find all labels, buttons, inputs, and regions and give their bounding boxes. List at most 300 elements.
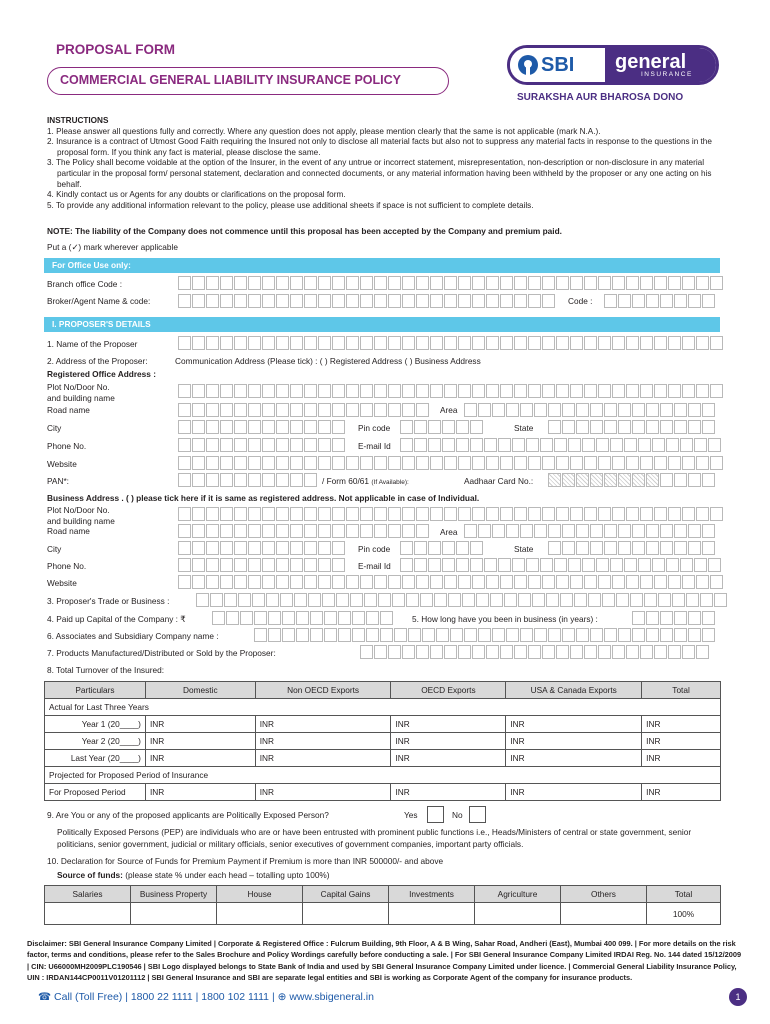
char-box[interactable] — [444, 294, 457, 308]
char-box[interactable] — [192, 524, 205, 538]
char-box[interactable] — [682, 575, 695, 589]
char-box[interactable] — [444, 276, 457, 290]
char-box[interactable] — [680, 438, 693, 452]
char-box[interactable] — [430, 276, 443, 290]
char-box[interactable] — [654, 384, 667, 398]
char-box[interactable] — [660, 524, 673, 538]
char-box[interactable] — [290, 558, 303, 572]
char-box[interactable] — [618, 294, 631, 308]
char-box[interactable] — [192, 558, 205, 572]
char-box[interactable] — [206, 575, 219, 589]
char-box[interactable] — [632, 628, 645, 642]
char-box[interactable] — [352, 611, 365, 625]
char-box[interactable] — [402, 276, 415, 290]
char-box[interactable] — [220, 294, 233, 308]
char-box[interactable] — [492, 628, 505, 642]
inr-cell[interactable]: INR — [391, 784, 506, 801]
char-box[interactable] — [252, 593, 265, 607]
char-box[interactable] — [518, 593, 531, 607]
table-row[interactable] — [45, 733, 721, 750]
capital-boxes[interactable] — [212, 611, 394, 625]
char-box[interactable] — [206, 456, 219, 470]
char-box[interactable] — [526, 558, 539, 572]
char-box[interactable] — [570, 384, 583, 398]
char-box[interactable] — [528, 294, 541, 308]
char-box[interactable] — [456, 420, 469, 434]
char-box[interactable] — [318, 403, 331, 417]
char-box[interactable] — [262, 438, 275, 452]
char-box[interactable] — [638, 558, 651, 572]
char-box[interactable] — [604, 420, 617, 434]
char-box[interactable] — [472, 575, 485, 589]
char-box[interactable] — [206, 420, 219, 434]
char-box[interactable] — [450, 628, 463, 642]
char-box[interactable] — [688, 403, 701, 417]
char-box[interactable] — [304, 456, 317, 470]
char-box[interactable] — [598, 276, 611, 290]
char-box[interactable] — [374, 575, 387, 589]
char-box[interactable] — [262, 507, 275, 521]
char-box[interactable] — [360, 276, 373, 290]
char-box[interactable] — [484, 558, 497, 572]
char-box[interactable] — [374, 403, 387, 417]
aadhaar-boxes[interactable] — [660, 473, 716, 487]
char-box[interactable] — [206, 384, 219, 398]
char-box[interactable] — [542, 575, 555, 589]
char-box[interactable] — [528, 645, 541, 659]
char-box[interactable] — [694, 438, 707, 452]
char-box[interactable] — [456, 558, 469, 572]
char-box[interactable] — [612, 456, 625, 470]
char-box[interactable] — [178, 524, 191, 538]
char-box[interactable] — [710, 456, 723, 470]
char-box[interactable] — [178, 438, 191, 452]
char-box[interactable] — [542, 645, 555, 659]
char-box[interactable] — [472, 294, 485, 308]
char-box[interactable] — [212, 611, 225, 625]
char-box[interactable] — [570, 507, 583, 521]
char-box[interactable] — [658, 593, 671, 607]
char-box[interactable] — [476, 593, 489, 607]
char-box[interactable] — [640, 384, 653, 398]
char-box[interactable] — [638, 438, 651, 452]
char-box[interactable] — [696, 507, 709, 521]
char-box[interactable] — [576, 403, 589, 417]
char-box[interactable] — [430, 294, 443, 308]
char-box[interactable] — [234, 420, 247, 434]
char-box[interactable] — [598, 575, 611, 589]
char-box[interactable] — [478, 403, 491, 417]
char-box[interactable] — [400, 420, 413, 434]
char-box[interactable] — [612, 336, 625, 350]
char-box[interactable] — [192, 456, 205, 470]
char-box[interactable] — [542, 384, 555, 398]
char-box[interactable] — [262, 456, 275, 470]
char-box[interactable] — [708, 558, 721, 572]
char-box[interactable] — [324, 611, 337, 625]
char-box[interactable] — [598, 456, 611, 470]
char-box[interactable] — [674, 473, 687, 487]
char-box[interactable] — [458, 575, 471, 589]
char-box[interactable] — [596, 438, 609, 452]
char-box[interactable] — [504, 593, 517, 607]
char-box[interactable] — [248, 507, 261, 521]
char-box[interactable] — [548, 541, 561, 555]
char-box[interactable] — [610, 558, 623, 572]
char-box[interactable] — [388, 384, 401, 398]
char-box[interactable] — [318, 507, 331, 521]
char-box[interactable] — [374, 645, 387, 659]
char-box[interactable] — [206, 524, 219, 538]
char-box[interactable] — [660, 628, 673, 642]
char-box[interactable] — [430, 507, 443, 521]
char-box[interactable] — [262, 294, 275, 308]
char-box[interactable] — [570, 336, 583, 350]
char-box[interactable] — [234, 524, 247, 538]
char-box[interactable] — [604, 628, 617, 642]
char-box[interactable] — [296, 628, 309, 642]
char-box[interactable] — [626, 276, 639, 290]
char-box[interactable] — [388, 294, 401, 308]
char-box[interactable] — [420, 593, 433, 607]
char-box[interactable] — [554, 438, 567, 452]
char-box[interactable] — [318, 541, 331, 555]
char-box[interactable] — [406, 593, 419, 607]
char-box[interactable] — [584, 645, 597, 659]
inr-cell[interactable]: INR — [506, 750, 642, 767]
char-box[interactable] — [584, 575, 597, 589]
char-box[interactable] — [542, 336, 555, 350]
char-box[interactable] — [414, 558, 427, 572]
char-box[interactable] — [416, 524, 429, 538]
char-box[interactable] — [234, 473, 247, 487]
char-box[interactable] — [682, 645, 695, 659]
char-box[interactable] — [206, 294, 219, 308]
char-box[interactable] — [548, 524, 561, 538]
char-box[interactable] — [470, 541, 483, 555]
char-box[interactable] — [282, 628, 295, 642]
char-box[interactable] — [506, 403, 519, 417]
char-box[interactable] — [304, 541, 317, 555]
char-box[interactable] — [374, 456, 387, 470]
char-box[interactable] — [234, 403, 247, 417]
char-box[interactable] — [646, 541, 659, 555]
char-box[interactable] — [574, 593, 587, 607]
char-box[interactable] — [336, 593, 349, 607]
inr-cell[interactable]: INR — [391, 750, 506, 767]
char-box[interactable] — [702, 403, 715, 417]
char-box[interactable] — [400, 558, 413, 572]
char-box[interactable] — [470, 420, 483, 434]
char-box[interactable] — [178, 276, 191, 290]
char-box[interactable] — [514, 294, 527, 308]
char-box[interactable] — [520, 628, 533, 642]
char-box[interactable] — [612, 575, 625, 589]
char-box[interactable] — [584, 384, 597, 398]
char-box[interactable] — [646, 420, 659, 434]
char-box[interactable] — [710, 384, 723, 398]
char-box[interactable] — [682, 456, 695, 470]
business-website-boxes[interactable] — [178, 575, 724, 589]
char-box[interactable] — [192, 294, 205, 308]
char-box[interactable] — [556, 384, 569, 398]
website-link[interactable]: www.sbigeneral.in — [289, 991, 374, 1003]
char-box[interactable] — [624, 558, 637, 572]
char-box[interactable] — [576, 541, 589, 555]
char-box[interactable] — [402, 575, 415, 589]
char-box[interactable] — [430, 575, 443, 589]
char-box[interactable] — [652, 438, 665, 452]
char-box[interactable] — [178, 384, 191, 398]
char-box[interactable] — [318, 276, 331, 290]
char-box[interactable] — [254, 611, 267, 625]
char-box[interactable] — [290, 420, 303, 434]
char-box[interactable] — [674, 294, 687, 308]
char-box[interactable] — [598, 507, 611, 521]
char-box[interactable] — [290, 294, 303, 308]
char-box[interactable] — [276, 276, 289, 290]
char-box[interactable] — [486, 507, 499, 521]
char-box[interactable] — [388, 507, 401, 521]
char-box[interactable] — [652, 558, 665, 572]
char-box[interactable] — [534, 524, 547, 538]
char-box[interactable] — [584, 276, 597, 290]
char-box[interactable] — [322, 593, 335, 607]
char-box[interactable] — [486, 336, 499, 350]
char-box[interactable] — [304, 524, 317, 538]
char-box[interactable] — [304, 438, 317, 452]
char-box[interactable] — [374, 524, 387, 538]
char-box[interactable] — [206, 276, 219, 290]
char-box[interactable] — [604, 294, 617, 308]
char-box[interactable] — [360, 403, 373, 417]
char-box[interactable] — [632, 294, 645, 308]
char-box[interactable] — [500, 456, 513, 470]
char-box[interactable] — [444, 336, 457, 350]
char-box[interactable] — [276, 541, 289, 555]
char-box[interactable] — [416, 507, 429, 521]
city-boxes[interactable] — [178, 420, 346, 434]
business-address-heading[interactable]: Business Address . ( ) please tick here if it is same as registered address. Not applicable in case of Individual. — [47, 493, 480, 503]
char-box[interactable] — [276, 558, 289, 572]
char-box[interactable] — [598, 645, 611, 659]
char-box[interactable] — [626, 336, 639, 350]
char-box[interactable] — [416, 456, 429, 470]
char-box[interactable] — [332, 420, 345, 434]
char-box[interactable] — [604, 403, 617, 417]
char-box[interactable] — [514, 276, 527, 290]
business-email-boxes[interactable] — [400, 558, 722, 572]
char-box[interactable] — [456, 438, 469, 452]
char-box[interactable] — [576, 420, 589, 434]
char-box[interactable] — [674, 541, 687, 555]
char-box[interactable] — [500, 645, 513, 659]
inr-cell[interactable]: INR — [255, 750, 391, 767]
char-box[interactable] — [234, 507, 247, 521]
business-phone-boxes[interactable] — [178, 558, 346, 572]
char-box[interactable] — [360, 575, 373, 589]
char-box[interactable] — [598, 336, 611, 350]
char-box[interactable] — [674, 611, 687, 625]
char-box[interactable] — [702, 420, 715, 434]
char-box[interactable] — [576, 628, 589, 642]
char-box[interactable] — [602, 593, 615, 607]
char-box[interactable] — [266, 593, 279, 607]
char-box[interactable] — [562, 524, 575, 538]
website-boxes[interactable] — [178, 456, 724, 470]
char-box[interactable] — [646, 524, 659, 538]
char-box[interactable] — [262, 575, 275, 589]
char-box[interactable] — [660, 473, 673, 487]
char-box[interactable] — [304, 276, 317, 290]
inr-cell[interactable]: INR — [145, 750, 255, 767]
char-box[interactable] — [394, 628, 407, 642]
char-box[interactable] — [262, 473, 275, 487]
char-box[interactable] — [486, 384, 499, 398]
fund-cell[interactable] — [561, 903, 647, 925]
char-box[interactable] — [556, 575, 569, 589]
char-box[interactable] — [570, 276, 583, 290]
char-box[interactable] — [318, 420, 331, 434]
char-box[interactable] — [290, 473, 303, 487]
char-box[interactable] — [192, 384, 205, 398]
char-box[interactable] — [402, 294, 415, 308]
fund-cell[interactable] — [475, 903, 561, 925]
char-box[interactable] — [590, 420, 603, 434]
char-box[interactable] — [612, 384, 625, 398]
char-box[interactable] — [346, 276, 359, 290]
char-box[interactable] — [688, 541, 701, 555]
char-box[interactable] — [268, 611, 281, 625]
char-box[interactable] — [304, 336, 317, 350]
char-box[interactable] — [206, 403, 219, 417]
char-box[interactable] — [442, 558, 455, 572]
char-box[interactable] — [402, 645, 415, 659]
char-box[interactable] — [666, 558, 679, 572]
years-boxes[interactable] — [632, 611, 716, 625]
char-box[interactable] — [262, 558, 275, 572]
char-box[interactable] — [632, 420, 645, 434]
table-row[interactable] — [45, 716, 721, 733]
char-box[interactable] — [206, 507, 219, 521]
char-box[interactable] — [318, 456, 331, 470]
char-box[interactable] — [318, 558, 331, 572]
char-box[interactable] — [220, 507, 233, 521]
char-box[interactable] — [178, 336, 191, 350]
char-box[interactable] — [234, 438, 247, 452]
char-box[interactable] — [472, 336, 485, 350]
char-box[interactable] — [472, 456, 485, 470]
char-box[interactable] — [346, 403, 359, 417]
char-box[interactable] — [618, 420, 631, 434]
char-box[interactable] — [280, 593, 293, 607]
char-box[interactable] — [444, 645, 457, 659]
char-box[interactable] — [402, 336, 415, 350]
char-box[interactable] — [276, 336, 289, 350]
char-box[interactable] — [492, 524, 505, 538]
char-box[interactable] — [416, 384, 429, 398]
char-box[interactable] — [442, 541, 455, 555]
fund-cell[interactable] — [389, 903, 475, 925]
char-box[interactable] — [626, 575, 639, 589]
char-box[interactable] — [668, 336, 681, 350]
char-box[interactable] — [556, 456, 569, 470]
char-box[interactable] — [360, 507, 373, 521]
char-box[interactable] — [640, 336, 653, 350]
char-box[interactable] — [486, 456, 499, 470]
char-box[interactable] — [688, 628, 701, 642]
char-box[interactable] — [464, 403, 477, 417]
char-box[interactable] — [290, 524, 303, 538]
char-box[interactable] — [626, 507, 639, 521]
char-box[interactable] — [668, 507, 681, 521]
char-box[interactable] — [294, 593, 307, 607]
char-box[interactable] — [500, 507, 513, 521]
char-box[interactable] — [710, 336, 723, 350]
char-box[interactable] — [514, 575, 527, 589]
char-box[interactable] — [226, 611, 239, 625]
inr-cell[interactable]: INR — [642, 733, 721, 750]
char-box[interactable] — [542, 276, 555, 290]
inr-cell[interactable]: INR — [506, 733, 642, 750]
char-box[interactable] — [458, 507, 471, 521]
char-box[interactable] — [276, 575, 289, 589]
char-box[interactable] — [374, 336, 387, 350]
char-box[interactable] — [688, 420, 701, 434]
char-box[interactable] — [346, 507, 359, 521]
char-box[interactable] — [276, 524, 289, 538]
char-box[interactable] — [234, 456, 247, 470]
char-box[interactable] — [512, 558, 525, 572]
char-box[interactable] — [248, 294, 261, 308]
char-box[interactable] — [220, 541, 233, 555]
char-box[interactable] — [568, 558, 581, 572]
char-box[interactable] — [626, 384, 639, 398]
char-box[interactable] — [276, 507, 289, 521]
char-box[interactable] — [514, 456, 527, 470]
char-box[interactable] — [644, 593, 657, 607]
char-box[interactable] — [668, 456, 681, 470]
char-box[interactable] — [360, 645, 373, 659]
char-box[interactable] — [290, 575, 303, 589]
char-box[interactable] — [388, 456, 401, 470]
char-box[interactable] — [276, 294, 289, 308]
char-box[interactable] — [514, 336, 527, 350]
char-box[interactable] — [696, 336, 709, 350]
char-box[interactable] — [688, 473, 701, 487]
char-box[interactable] — [682, 507, 695, 521]
char-box[interactable] — [472, 645, 485, 659]
char-box[interactable] — [472, 384, 485, 398]
char-box[interactable] — [540, 438, 553, 452]
char-box[interactable] — [220, 403, 233, 417]
char-box[interactable] — [568, 438, 581, 452]
char-box[interactable] — [248, 473, 261, 487]
char-box[interactable] — [360, 384, 373, 398]
char-box[interactable] — [332, 541, 345, 555]
char-box[interactable] — [520, 403, 533, 417]
char-box[interactable] — [654, 336, 667, 350]
char-box[interactable] — [248, 575, 261, 589]
char-box[interactable] — [332, 276, 345, 290]
char-box[interactable] — [192, 541, 205, 555]
char-box[interactable] — [388, 276, 401, 290]
char-box[interactable] — [428, 438, 441, 452]
char-box[interactable] — [428, 541, 441, 555]
char-box[interactable] — [612, 276, 625, 290]
char-box[interactable] — [442, 438, 455, 452]
char-box[interactable] — [304, 403, 317, 417]
